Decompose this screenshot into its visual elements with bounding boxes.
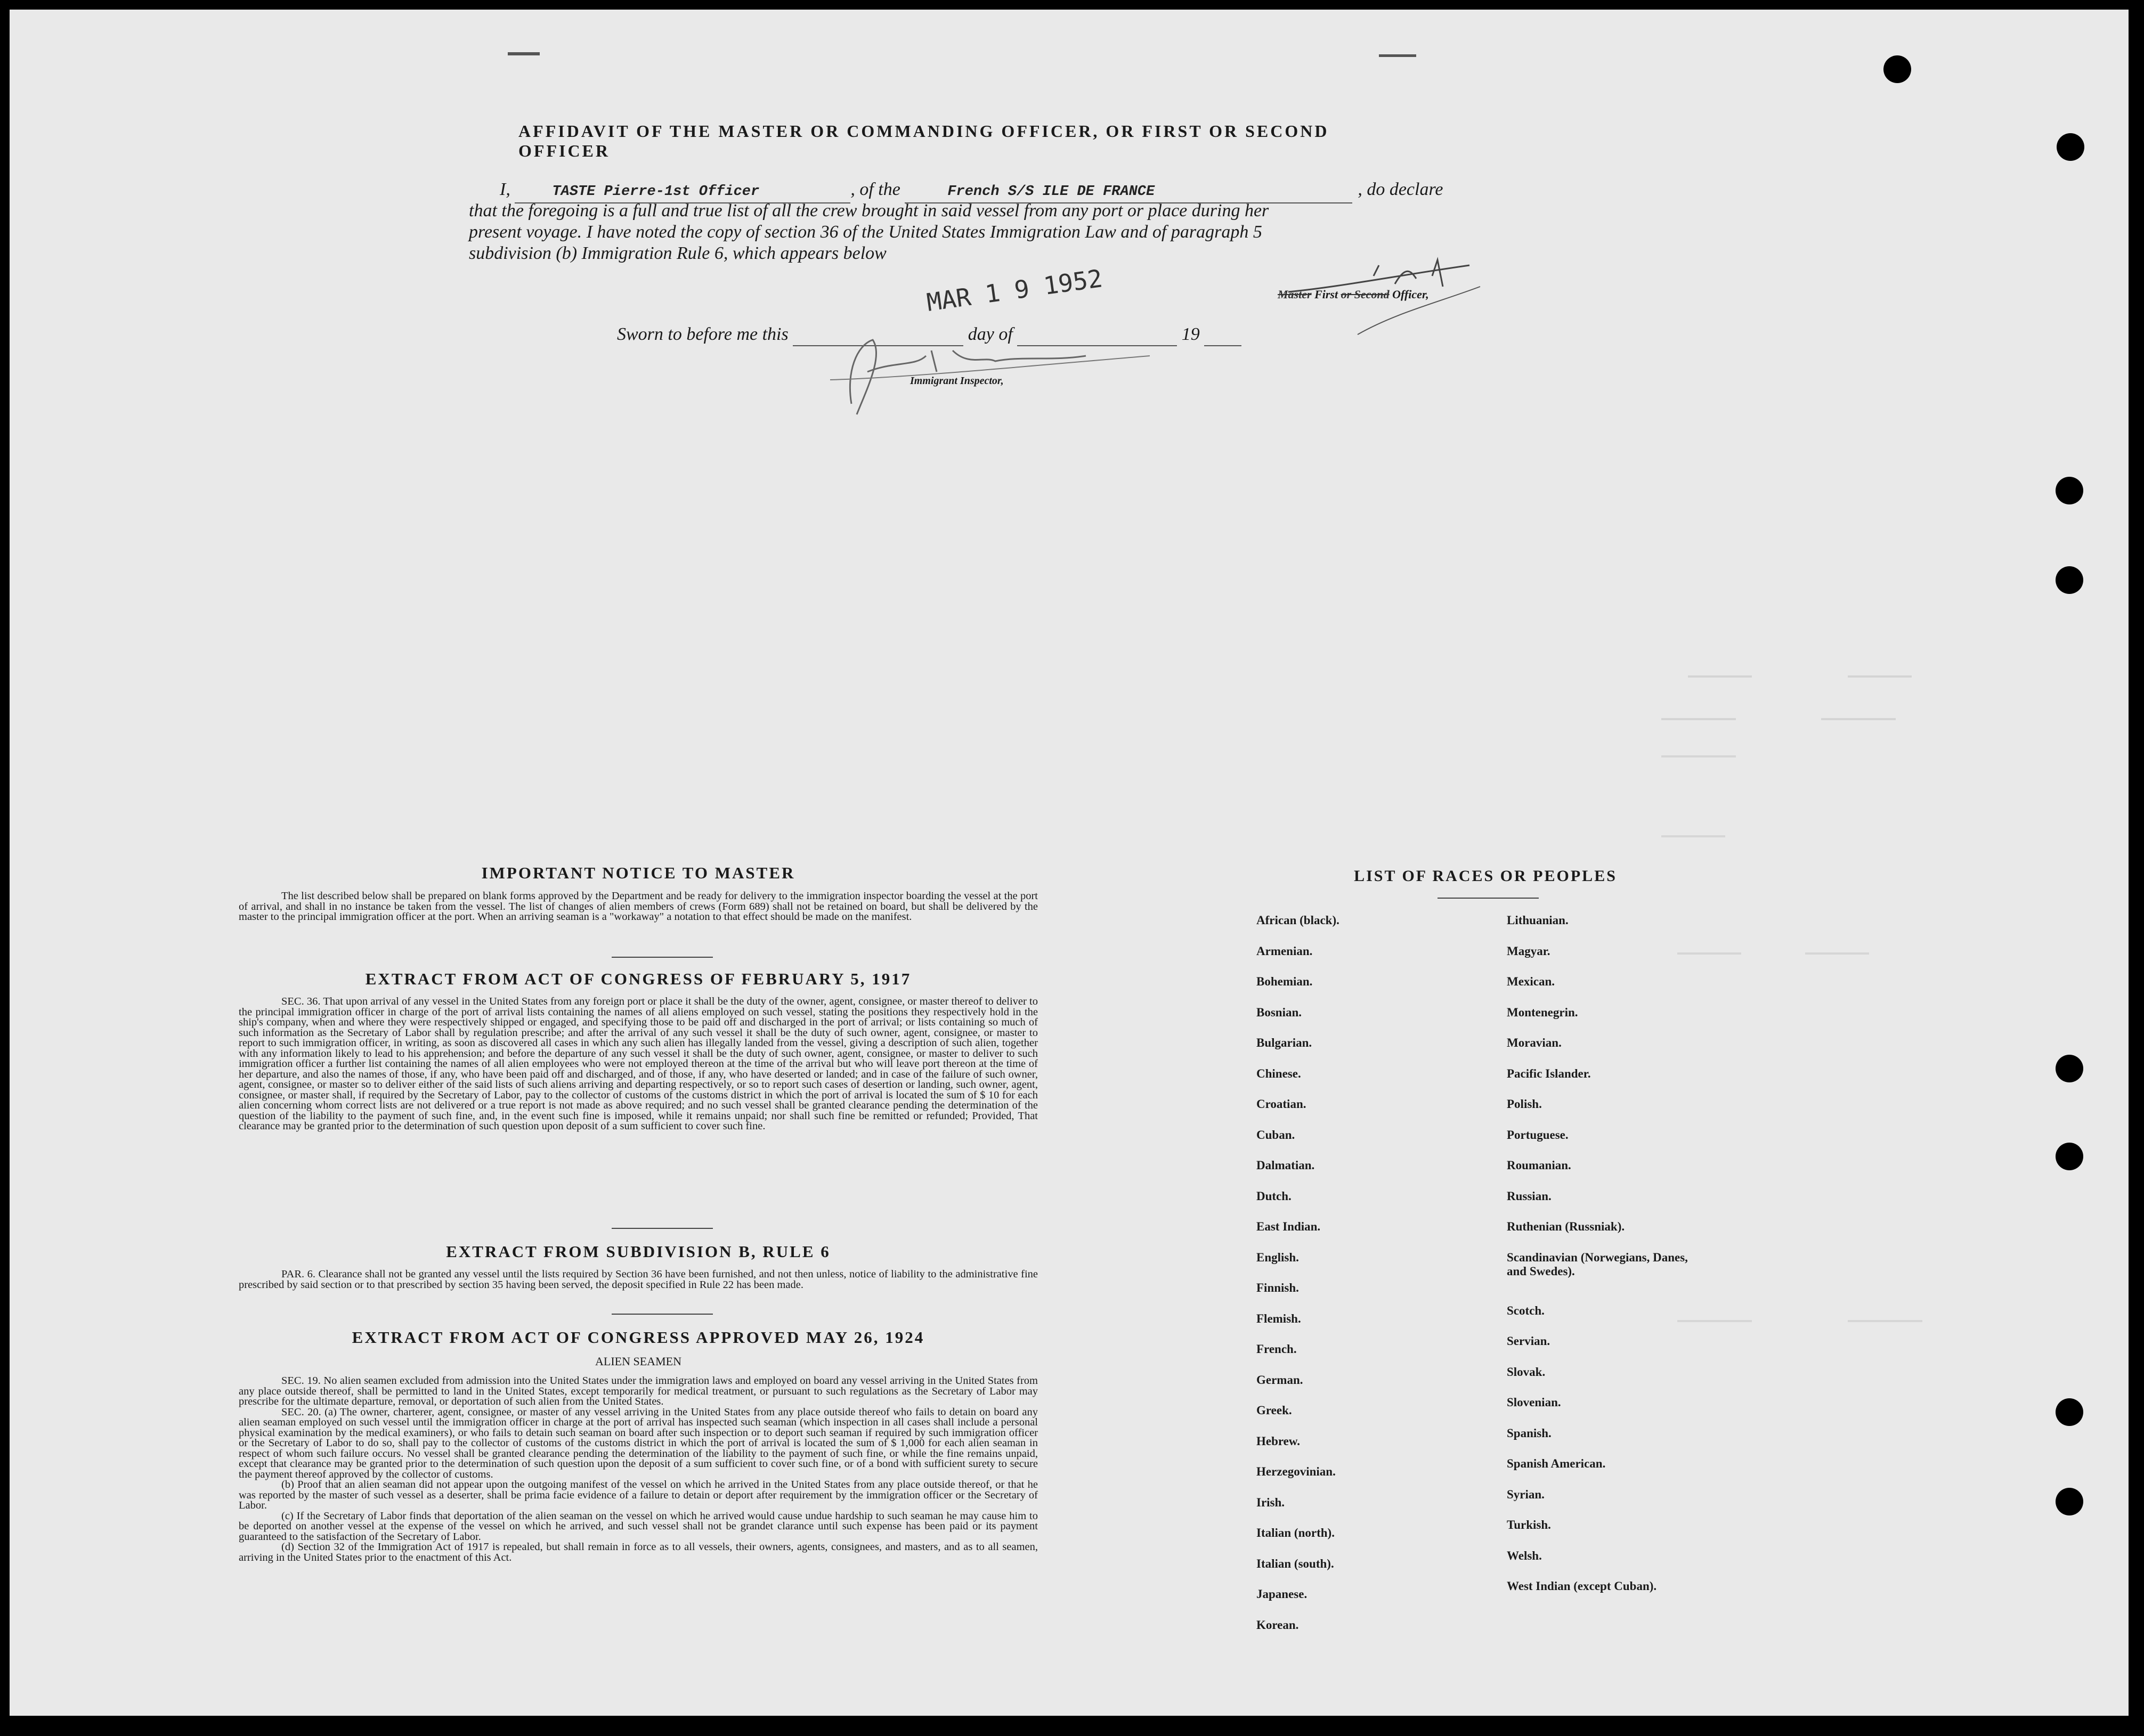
race-item: Korean. — [1256, 1618, 1299, 1632]
extract-rule6-text: PAR. 6. Clearance shall not be granted any vessel until the lists required by Section 36 have been furnished, and not then unless, notice of liability to the administrative fine prescribed by said section or to that prescribed by section 35 having been served, the deposit specified in Rule 22 has been made. — [239, 1268, 1038, 1291]
race-item: Spanish American. — [1507, 1457, 1606, 1470]
declaration-line-4: subdivision (b) Immigration Rule 6, which appears below — [469, 243, 887, 263]
sworn-line: Sworn to before me this day of 19 — [617, 324, 1241, 346]
race-item: English. — [1256, 1250, 1299, 1264]
punch-hole — [2057, 133, 2084, 161]
extract-1917-text: SEC. 36. That upon arrival of any vessel in the United States from any foreign port or place it shall be the duty of the owner, agent, consignee, or master thereof to deliver to the principal immigration officer in charge of the port of arrival lists containing the names of all aliens employed on such vessel, stating the positions they respectively hold in the ship's company, when and where they were respectively shipped or engaged, and specifying those to be paid off and discharged in the port of arrival; or lists containing so much of such information as the Secretary of Labor shall by regulation prescribe; and after the arrival of any such vessel it shall be the duty of such owner, agent, consignee, or master to report to such immigration officer, in writing, as soon as discovered all cases in which any such alien has illegally landed from the vessel, giving a description of such alien, together with any information likely to lead to his apprehension; and before the departure of any such vessel it shall be the duty of such owner, agent, consignee, or master to deliver to such immigration officer a further list containing the names of all alien employees who were not employed thereon at the time of the arrival but who will leave port thereon at the time of her departure, and also the names of those, if any, who have been paid off and discharged, and of those, if any, who have deserted or landed; and in case of the failure of such owner, agent, consignee, or master so to deliver either of the said lists of such aliens arriving and departing respectively, or so to report such cases of desertion or landing, such owner, agent, consignee, or master shall, if required by the Secretary of Labor, pay to the collector of customs of the customs district in which the port of arrival is located the sum of $ 10 for each alien concerning whom correct lists are not delivered or a true report is not made as above required; and no such vessel shall be granted clearance pending the determination of the question of the liability to the payment of such fine, and, in the event such fine is imposed, while it remains unpaid; nor shall such fine be remitted or refunded; Provided, That clearance may be granted prior to the determination of such question upon deposit of a sum sufficient to cover such fine. — [239, 996, 1038, 1132]
race-item: French. — [1256, 1342, 1297, 1356]
extract-1924-title: EXTRACT FROM ACT OF CONGRESS APPROVED MAY 26, 1924 — [352, 1328, 925, 1347]
race-item: Servian. — [1507, 1334, 1550, 1348]
race-item: Hebrew. — [1256, 1434, 1300, 1448]
punch-hole — [2056, 1488, 2083, 1515]
race-item: Irish. — [1256, 1495, 1285, 1509]
declaration-line-3: present voyage. I have noted the copy of section 36 of the United States Immigration Law and of paragraph 5 — [469, 222, 1262, 242]
race-item: Ruthenian (Russniak). — [1507, 1220, 1625, 1233]
inspector-label: Immigrant Inspector, — [910, 375, 1004, 387]
race-item: West Indian (except Cuban). — [1507, 1579, 1657, 1593]
punch-hole — [2056, 1143, 2083, 1170]
officer-name-field: TASTE Pierre-1st Officer — [515, 181, 850, 203]
divider — [612, 1314, 713, 1315]
race-item: Welsh. — [1507, 1548, 1542, 1562]
race-item: Bosnian. — [1256, 1005, 1302, 1019]
race-item: Armenian. — [1256, 944, 1313, 958]
punch-hole — [1883, 55, 1911, 83]
race-item: Syrian. — [1507, 1487, 1545, 1501]
race-item: Finnish. — [1256, 1281, 1299, 1294]
race-item: Scandinavian (Norwegians, Danes, and Swedes). — [1507, 1250, 1688, 1278]
declaration-line-1: I, TASTE Pierre-1st Officer , of the French S/S ILE DE FRANCE , do declare — [500, 179, 1485, 203]
extract-1924-text: SEC. 19. No alien seamen excluded from admission into the United States under the immigration laws and employed on board any vessel arriving in the United States from any place outside thereof, shall be permitted to land in the United States, except temporarily for medical treatment, or pursuant to such regulations as the Secretary of Labor may prescribe for the ultimate departure, removal, or deportation of such alien from the United States. SEC. 20. (a) The owner, charterer, agent, consignee, or master of any vessel arriving in the United States from any place outside thereof who fails to detain on board any alien seaman employed on such vessel until the immigration officer in charge at the port of arrival has inspected such seaman (which inspection in all cases shall include a personal physical examination by the medical examiners), or who fails to detain such seaman on board after such inspection or to deport such seaman if required by such immigration officer or the Secretary of Labor to do so, shall pay to the collector of customs of the customs district in which the port of arrival is located the sum of $ 1,000 for each alien seaman in respect of whom such failure occurs. No vessel shall be granted clearance pending the determination of the liability to the payment of such fine, or while the fine remains unpaid, except that clearance may be granted prior to the determination of such question upon the deposit of a sum sufficient to cover such fine, or of a bond with sufficient surety to secure the payment thereof approved by the collector of customs. (b) Proof that an alien seaman did not appear upon the outgoing manifest of the vessel on which he arrived in the United States from any place outside thereof, or that he was reported by the master of such vessel as a deserter, shall be prima facie evidence of a failure to detain or deport after requirement by the immigration officer or the Secretary of Labor. (c) If the Secretary of Labor finds that deportation of the alien seaman on the vessel on which he arrived would cause undue hardship to such seaman he may cause him to be deported on another vessel at the expense of the vessel on which he arrived, and such vessel shall not be grandet clarance until such expense has been paid or its payment guaranteed to the satisfaction of the Secretary of Labor. (d) Section 32 of the Immigration Act of 1917 is repealed, but shall remain in force as to all vessels, their owners, agents, consignees, and masters, and as to all seamen, arriving in the United States prior to the enactment of this Act. — [239, 1375, 1038, 1563]
officer-role-line: Master First or Second Officer, — [1278, 288, 1429, 301]
race-item: Russian. — [1507, 1189, 1552, 1203]
race-item: Slovak. — [1507, 1365, 1546, 1379]
race-item: Dutch. — [1256, 1189, 1292, 1203]
declaration-line-2: that the foregoing is a full and true list of all the crew brought in said vessel from any port or place during her — [469, 201, 1269, 221]
race-item: Slovenian. — [1507, 1396, 1561, 1409]
race-item: Moravian. — [1507, 1036, 1562, 1049]
top-mark — [1379, 54, 1416, 57]
inspector-signature — [809, 324, 1171, 420]
race-item: Bohemian. — [1256, 975, 1313, 988]
race-item: Montenegrin. — [1507, 1005, 1578, 1019]
race-item: East Indian. — [1256, 1220, 1321, 1233]
notice-text: The list described below shall be prepared on blank forms approved by the Department and be ready for delivery to the immigration inspector boarding the vessel at the port of arrival, and shall in no instance be taken from the vessel. The list of changes of alien members of crews (Form 689) shall not be retained on board, but shall be delivered by the master to the principal immigration officer at the port. When an arriving seaman is a "workaway" a notation to that effect should be made on the manifest. — [239, 890, 1038, 923]
race-item: Pacific Islander. — [1507, 1066, 1591, 1080]
race-item: Bulgarian. — [1256, 1036, 1312, 1049]
sworn-year-field — [1204, 324, 1241, 346]
race-item: Mexican. — [1507, 975, 1555, 988]
extract-1924-subtitle: ALIEN SEAMEN — [595, 1355, 681, 1368]
race-item: Magyar. — [1507, 944, 1550, 958]
divider — [612, 957, 713, 958]
race-item: Flemish. — [1256, 1311, 1301, 1325]
race-item: German. — [1256, 1373, 1303, 1387]
race-item: Cuban. — [1256, 1128, 1295, 1142]
extract-1917-title: EXTRACT FROM ACT OF CONGRESS OF FEBRUARY 5, 1917 — [365, 969, 912, 988]
punch-hole — [2056, 1055, 2083, 1082]
race-item: Italian (south). — [1256, 1556, 1334, 1570]
race-item: Herzegovinian. — [1256, 1465, 1336, 1478]
race-item: African (black). — [1256, 914, 1339, 927]
race-item: Turkish. — [1507, 1518, 1551, 1531]
race-item: Polish. — [1507, 1097, 1542, 1111]
race-item: Scotch. — [1507, 1303, 1545, 1317]
top-mark — [508, 52, 540, 55]
divider — [612, 1228, 713, 1229]
race-item: Italian (north). — [1256, 1526, 1335, 1539]
race-item: Spanish. — [1507, 1426, 1552, 1440]
punch-hole — [2056, 1398, 2083, 1426]
race-item: Greek. — [1256, 1404, 1292, 1417]
race-item: Japanese. — [1256, 1587, 1307, 1601]
punch-hole — [2056, 477, 2083, 504]
affidavit-title: AFFIDAVIT OF THE MASTER OR COMMANDING OFFICER, OR FIRST OR SECOND OFFICER — [518, 121, 1329, 160]
race-item: Dalmatian. — [1256, 1159, 1315, 1172]
races-title: LIST OF RACES OR PEOPLES — [1354, 867, 1617, 885]
document-page — [10, 10, 2129, 1716]
race-item: Croatian. — [1256, 1097, 1306, 1111]
date-stamp: MAR 1 9 1952 — [924, 264, 1105, 317]
extract-rule6-title: EXTRACT FROM SUBDIVISION B, RULE 6 — [446, 1242, 831, 1261]
race-item: Chinese. — [1256, 1066, 1301, 1080]
race-item: Portuguese. — [1507, 1128, 1569, 1142]
race-item: Roumanian. — [1507, 1159, 1571, 1172]
race-item: Lithuanian. — [1507, 914, 1569, 927]
vessel-name-field: French S/S ILE DE FRANCE — [905, 181, 1352, 203]
punch-hole — [2056, 566, 2083, 594]
notice-title: IMPORTANT NOTICE TO MASTER — [481, 863, 795, 882]
